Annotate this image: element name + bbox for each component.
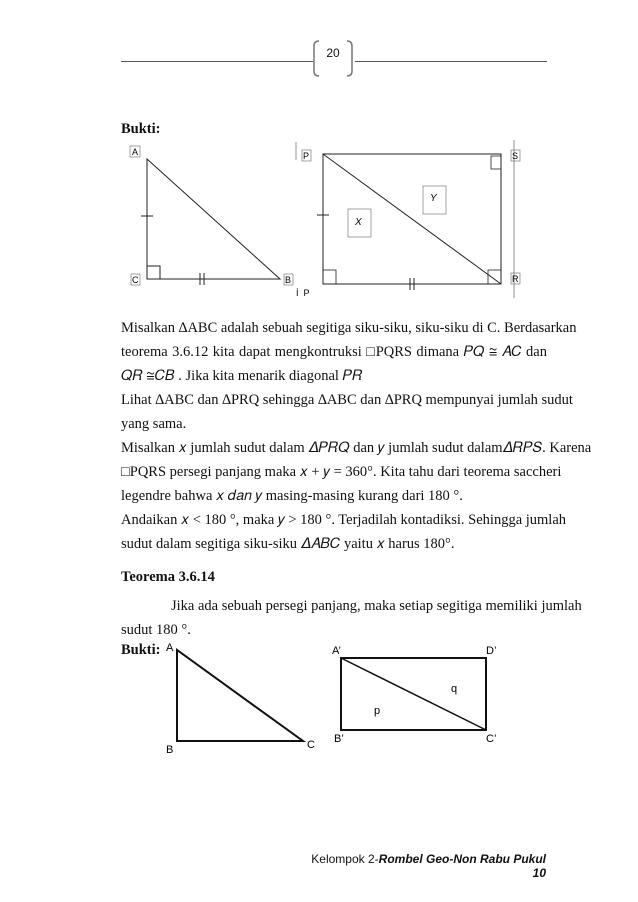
proof1-line-10: sudut dalam segitiga siku-siku 𝛥𝐴𝐵𝐶 yaitu 𝑥 harus 180°.: [121, 536, 455, 552]
label2-A: A: [166, 642, 174, 654]
label2-B: B: [166, 744, 174, 756]
figure-triangle-abc: [125, 143, 300, 303]
header-line-left: [121, 61, 313, 62]
label2-p: p: [374, 705, 381, 717]
proof1-line-3: 𝑄𝑅 ≅𝐶𝐵 . Jika kita menarik diagonal 𝑃𝑅: [121, 368, 363, 384]
label-R: R: [512, 274, 519, 284]
proof1-line-1: Misalkan ∆ABC adalah sebuah segitiga siku-siku, siku-siku di C. Berdasarkan: [121, 320, 577, 336]
label-X: X: [355, 217, 362, 228]
proof2-title: Bukti:: [121, 642, 161, 658]
label-S: S: [512, 151, 519, 161]
proof1-line-7: □PQRS persegi panjang maka 𝑥 + 𝑦 = 360°. Kita tahu dari teorema saccheri: [121, 464, 562, 480]
label-Y: Y: [430, 193, 437, 204]
figure-rectangle-pqrs: [290, 140, 530, 305]
proof1-line-4: Lihat ∆ABC dan ∆PRQ sehingga ∆ABC dan ∆PRQ mempunyai jumlah sudut: [121, 392, 573, 408]
label2-B-prime: B’: [334, 733, 344, 745]
label2-D-prime: D’: [486, 645, 497, 657]
label2-q: q: [451, 683, 458, 695]
label2-C-prime: C’: [486, 733, 497, 745]
label-A: A: [132, 147, 139, 157]
label-C: C: [132, 275, 139, 285]
label-P: P: [303, 151, 310, 161]
footer-italic: Rombel Geo-Non Rabu Pukul 10: [378, 852, 546, 880]
proof1-line-9: Andaikan 𝑥 < 180 °, maka 𝑦 > 180 °. Terjadilah kontadiksi. Sehingga jumlah: [121, 512, 567, 528]
figure-triangle-abc-2: [160, 636, 330, 758]
page-number: 20: [326, 46, 340, 60]
footer: [300, 852, 546, 880]
proof1-line-8: legendre bahwa 𝑥 𝑑𝑎𝑛 𝑦 masing-masing kurang dari 180 °.: [121, 488, 463, 504]
proof1-line-5: yang sama.: [121, 416, 187, 432]
proof1-line-2: teorema 3.6.12 kita dapat mengkontruksi □PQRS dimana 𝑃𝑄 ≅ 𝐴𝐶 dan: [121, 344, 547, 360]
theorem-line-1: Jika ada sebuah persegi panjang, maka setiap segitiga memiliki jumlah: [171, 598, 582, 614]
header-line-right: [355, 61, 547, 62]
proof1-line-6: Misalkan 𝑥 jumlah sudut dalam 𝛥𝑃𝑅𝑄 dan 𝑦 jumlah sudut dalam𝛥𝑅𝑃𝑆. Karena: [121, 440, 592, 456]
label2-A-prime: A’: [332, 645, 341, 657]
proof1-title: Bukti:: [121, 121, 161, 137]
footer-prefix: Kelompok 2-: [311, 852, 379, 866]
label-bottom-marks: İ P: [296, 288, 310, 298]
label2-C: C: [307, 739, 315, 751]
figure-rectangle-abcd-2: [330, 640, 520, 750]
label-B: B: [285, 275, 292, 285]
theorem-line-2: sudut 180 °.: [121, 622, 191, 638]
theorem-title: Teorema 3.6.14: [121, 569, 215, 585]
